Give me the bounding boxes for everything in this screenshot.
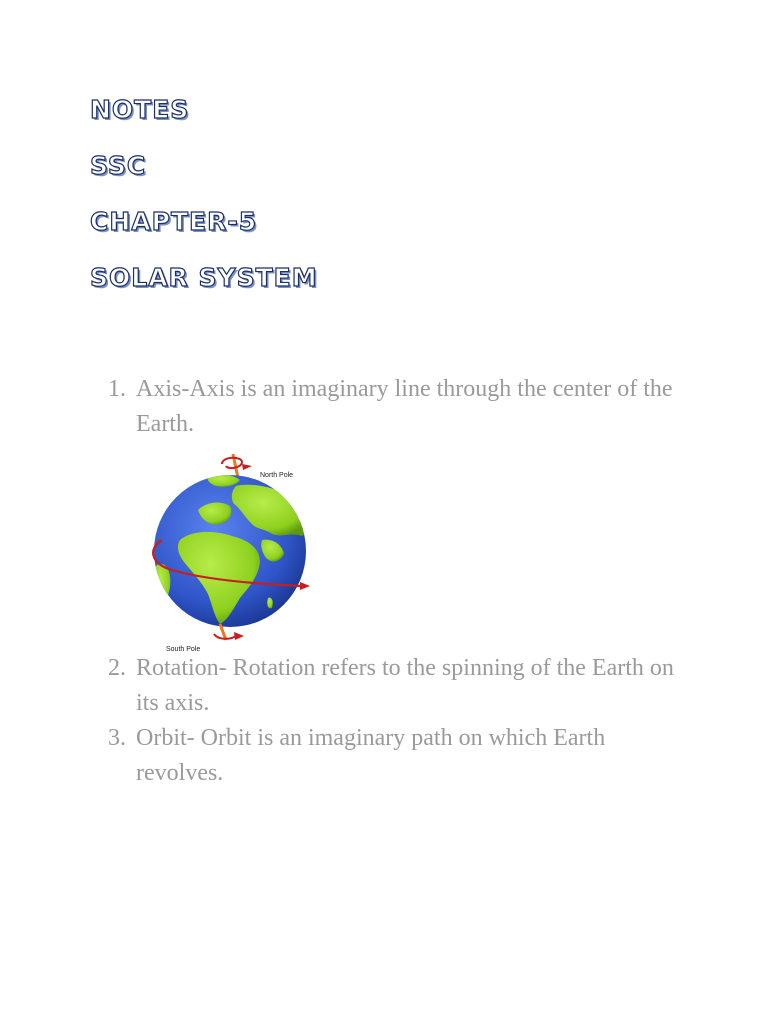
earth-axis-figure: [136, 448, 326, 653]
list-item-orbit: [108, 721, 688, 791]
north-arrowhead: [242, 464, 252, 470]
item-number: 3.: [108, 725, 126, 751]
heading-chapter: CHAPTER-5: [90, 207, 258, 236]
item-text: Orbit- Orbit is an imaginary path on which Earth revolves.: [136, 725, 606, 786]
south-arrowhead: [234, 632, 244, 640]
list-item-axis: [108, 372, 688, 442]
heading-notes: NOTES: [90, 95, 190, 124]
equator-arrowhead: [300, 582, 310, 590]
item-text: Axis-Axis is an imaginary line through the center of the Earth.: [136, 376, 673, 437]
north-rotation-arrow: [222, 458, 242, 468]
title-block: [90, 96, 318, 320]
notes-list: [108, 372, 688, 791]
heading-topic: SOLAR SYSTEM: [90, 263, 318, 292]
earth-globe-image: [136, 448, 326, 643]
heading-class: SSC: [90, 151, 147, 180]
item-number: 2.: [108, 655, 126, 681]
item-text: Rotation- Rotation refers to the spinning of the Earth on its axis.: [136, 655, 674, 716]
list-item-rotation: [108, 651, 688, 721]
item-number: 1.: [108, 376, 126, 402]
north-pole-label: North Pole: [260, 472, 294, 479]
south-pole-label: South Pole: [166, 646, 201, 653]
